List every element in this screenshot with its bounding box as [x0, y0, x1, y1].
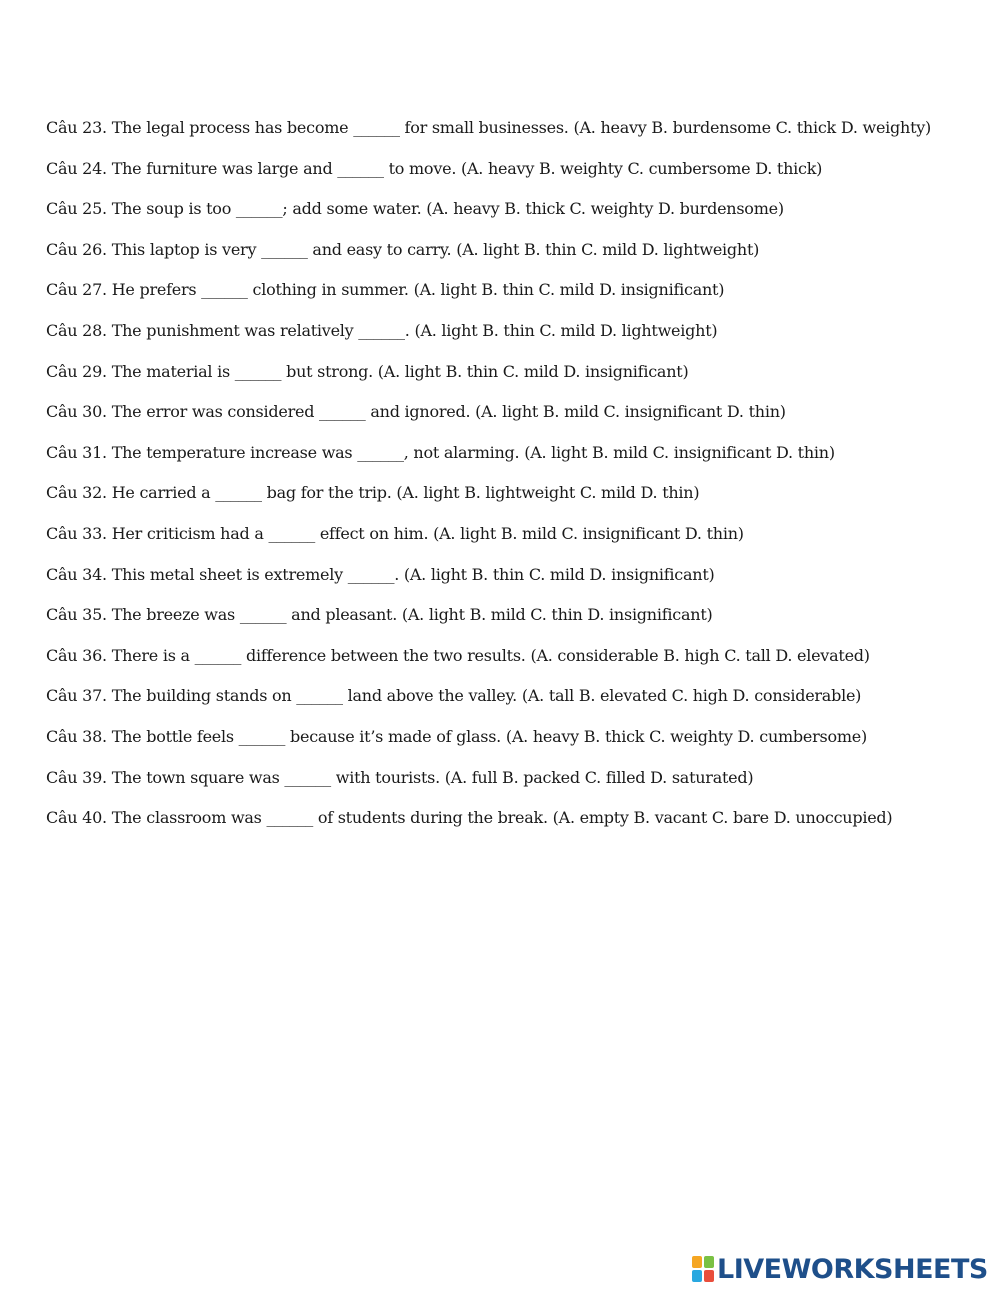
question-38: Câu 38. The bottle feels ______ because it’s made of glass. (A. heavy B. thick C. weighty D. cumbersome) [46, 726, 867, 746]
liveworksheets-logo [692, 1253, 988, 1285]
logo-mark-tile [692, 1270, 702, 1282]
question-26: Câu 26. This laptop is very ______ and easy to carry. (A. light B. thin C. mild D. lightweight) [46, 239, 760, 259]
logo-mark-tile [704, 1270, 714, 1282]
question-29: Câu 29. The material is ______ but strong. (A. light B. thin C. mild D. insignificant) [46, 361, 689, 381]
question-list [46, 117, 976, 848]
question-31: Câu 31. The temperature increase was ______, not alarming. (A. light B. mild C. insignificant D. thin) [46, 442, 835, 462]
question-23: Câu 23. The legal process has become ______ for small businesses. (A. heavy B. burdensome C. thick D. weighty) [46, 118, 932, 137]
question-33: Câu 33. Her criticism had a ______ effect on him. (A. light B. mild C. insignificant D. thin) [46, 523, 744, 543]
logo-mark-tile [692, 1256, 702, 1268]
question-37: Câu 37. The building stands on ______ land above the valley. (A. tall B. elevated C. high D. considerable) [46, 686, 862, 706]
question-34: Câu 34. This metal sheet is extremely ______. (A. light B. thin C. mild D. insignificant) [46, 564, 715, 584]
logo-text: LIVEWORKSHEETS [717, 1253, 988, 1285]
question-25: Câu 25. The soup is too ______; add some water. (A. heavy B. thick C. weighty D. burdensome) [46, 199, 784, 219]
logo-mark-tile [704, 1256, 714, 1268]
liveworksheets-logo-icon [692, 1256, 714, 1282]
question-28: Câu 28. The punishment was relatively ______. (A. light B. thin C. mild D. lightweight) [46, 320, 718, 340]
question-27: Câu 27. He prefers ______ clothing in summer. (A. light B. thin C. mild D. insignificant) [46, 280, 725, 300]
question-30: Câu 30. The error was considered ______ and ignored. (A. light B. mild C. insignificant D. thin) [46, 402, 786, 422]
question-24: Câu 24. The furniture was large and ______ to move. (A. heavy B. weighty C. cumbersome D. thick) [46, 158, 823, 178]
question-39: Câu 39. The town square was ______ with tourists. (A. full B. packed C. filled D. saturated) [46, 767, 754, 787]
question-32: Câu 32. He carried a ______ bag for the trip. (A. light B. lightweight C. mild D. thin) [46, 483, 700, 503]
question-35: Câu 35. The breeze was ______ and pleasant. (A. light B. mild C. thin D. insignificant) [46, 605, 713, 625]
question-40: Câu 40. The classroom was ______ of students during the break. (A. empty B. vacant C. bare D. unoccupied) [46, 808, 893, 828]
question-36: Câu 36. There is a ______ difference between the two results. (A. considerable B. high C. tall D. elevated) [46, 645, 870, 665]
